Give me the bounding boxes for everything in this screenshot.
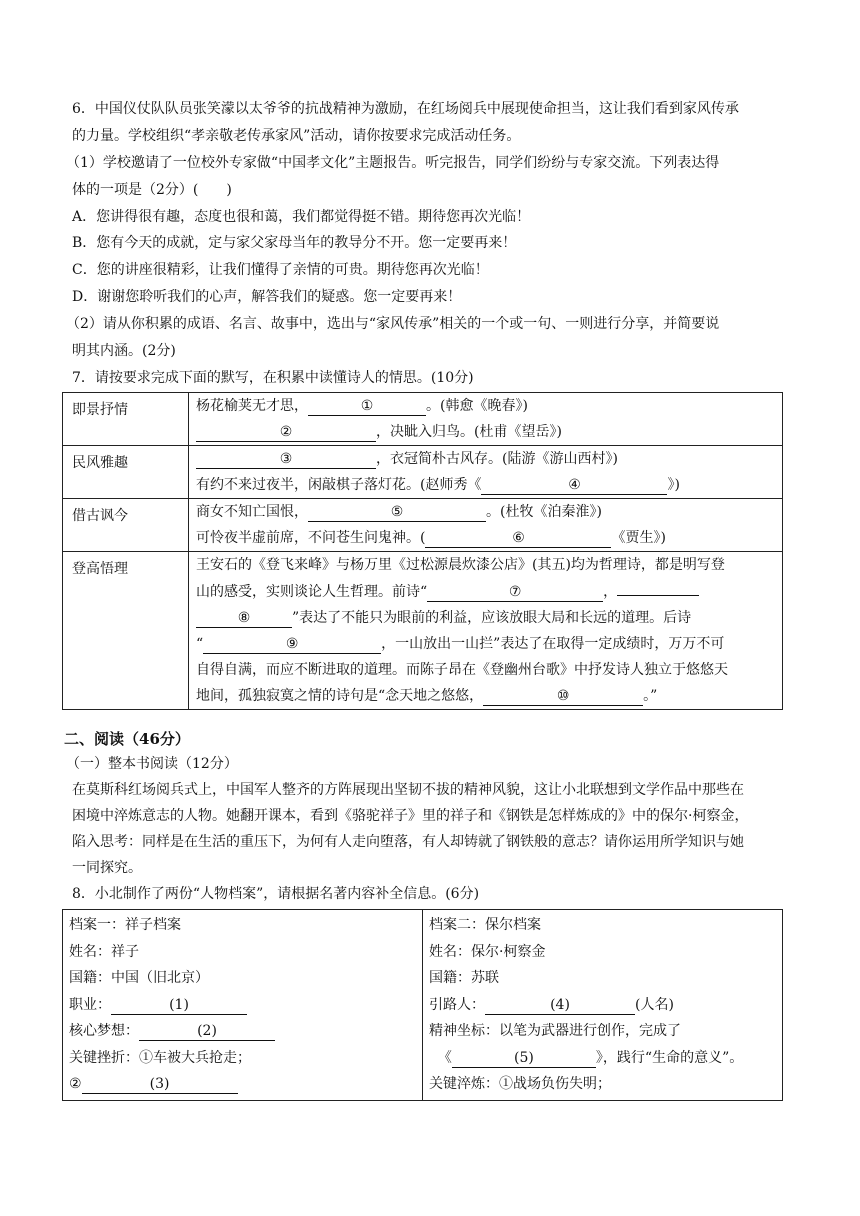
verse-text: 可怜夜半虚前席，不问苍生问鬼神。( bbox=[196, 530, 426, 546]
field-label: 核心梦想： bbox=[69, 1023, 139, 1039]
content-cell bbox=[189, 446, 783, 499]
field-suffix: (人名) bbox=[635, 996, 674, 1013]
q6-option-c: C．您的讲座很精彩，让我们懂得了亲情的可贵。期待您再次光临！ bbox=[72, 262, 489, 278]
category-cell: 民风雅趣 bbox=[63, 446, 189, 499]
paragraph-line: 自得自满，而应不断进取的道理。而陈子昂在《登幽州台歌》中抒发诗人独立于悠悠天 bbox=[196, 662, 728, 678]
section-heading: 二、阅读（46分） bbox=[64, 730, 190, 748]
blank-5[interactable]: ⑤ bbox=[308, 504, 486, 522]
verse-text: “ bbox=[196, 636, 204, 652]
profile-paul bbox=[423, 910, 783, 1101]
category-cell: 登高悟理 bbox=[63, 552, 189, 710]
q6-sub1-line2: 体的一项是（2分）( ) bbox=[72, 182, 232, 198]
profile-field: 关键淬炼：①战场负伤失明； bbox=[429, 1076, 611, 1092]
verse-text: 。(韩愈《晚春》) bbox=[426, 398, 528, 414]
field-label: 职业： bbox=[69, 996, 111, 1013]
table-row bbox=[63, 499, 783, 552]
reading-paragraph-line: 陷入思考：同样是在生活的重压下，为何有人走向堕落，有人却铸就了钢铁般的意志？请你运用所学知识与她 bbox=[72, 834, 744, 850]
q6-sub2-line1: （2）请从你积累的成语、名言、故事中，选出与“家风传承”相关的一个或一句、一则进行分享，并简要说 bbox=[66, 316, 720, 332]
q7-intro: 7．请按要求完成下面的默写，在积累中读懂诗人的情思。(10分) bbox=[72, 370, 474, 386]
profile-field: 姓名：祥子 bbox=[69, 943, 139, 960]
blank-10[interactable]: ⑩ bbox=[483, 688, 643, 706]
verse-text: 地间，孤独寂寞之情的诗句是“念天地之悠悠， bbox=[196, 688, 484, 704]
category-cell: 即景抒情 bbox=[63, 393, 189, 446]
verse-text: ，衣冠简朴古风存。(陆游《游山西村》) bbox=[376, 451, 618, 467]
blank-7-cont[interactable] bbox=[617, 578, 699, 596]
blank-1[interactable]: ① bbox=[308, 398, 426, 416]
verse-text: 。” bbox=[643, 688, 658, 704]
profile-field: 姓名：保尔·柯察金 bbox=[429, 943, 546, 960]
blank-q8-5[interactable]: (5) bbox=[452, 1050, 596, 1068]
blank-9[interactable]: ⑨ bbox=[203, 636, 381, 654]
q7-dictation-table bbox=[62, 392, 783, 710]
verse-text: ”表达了不能只为眼前的利益，应该放眼大局和长远的道理。后诗 bbox=[292, 610, 692, 626]
q6-intro-line2: 的力量。学校组织“孝亲敬老传承家风”活动，请你按要求完成活动任务。 bbox=[72, 128, 521, 144]
subsection-heading: （一）整本书阅读（12分） bbox=[66, 756, 238, 772]
reading-paragraph-line: 困境中淬炼意志的人物。她翻开课本，看到《骆驼祥子》里的祥子和《钢铁是怎样炼成的》中的保尔·柯察金， bbox=[72, 808, 749, 824]
blank-6[interactable]: ⑥ bbox=[425, 530, 611, 548]
blank-7[interactable]: ⑦ bbox=[427, 584, 603, 602]
profile-field: 精神坐标：以笔为武器进行创作，完成了 bbox=[429, 1023, 681, 1039]
blank-q8-3[interactable]: (3) bbox=[82, 1076, 238, 1094]
verse-text: 。(杜牧《泊秦淮》) bbox=[486, 504, 602, 520]
profile-title: 档案一：祥子档案 bbox=[69, 917, 181, 933]
q6-option-d: D．谢谢您聆听我们的心声，解答我们的疑惑。您一定要再来！ bbox=[72, 289, 462, 305]
verse-text: ，一山放出一山拦”表达了在取得一定成绩时，万万不可 bbox=[381, 636, 725, 652]
reading-paragraph-line: 一同探究。 bbox=[72, 860, 142, 876]
q8-profile-table bbox=[62, 909, 783, 1101]
profile-field: 关键挫折：①车被大兵抢走； bbox=[69, 1049, 251, 1066]
field-label: 《 bbox=[437, 1049, 452, 1066]
verse-text: 山的感受，实则谈论人生哲理。前诗“ bbox=[196, 584, 428, 600]
profile-field: 国籍：中国（旧北京） bbox=[69, 970, 209, 986]
field-label: 引路人： bbox=[429, 996, 485, 1013]
profile-title: 档案二：保尔档案 bbox=[429, 917, 541, 933]
blank-q8-4[interactable]: (4) bbox=[485, 997, 635, 1015]
table-row bbox=[63, 552, 783, 710]
blank-q8-2[interactable]: (2) bbox=[139, 1023, 275, 1041]
verse-text: 《贾生》) bbox=[611, 530, 666, 546]
blank-3[interactable]: ③ bbox=[196, 451, 376, 469]
blank-8[interactable]: ⑧ bbox=[196, 610, 292, 628]
paragraph-line: 王安石的《登飞来峰》与杨万里《过松源晨炊漆公店》(其五)均为哲理诗，都是明写登 bbox=[196, 557, 725, 573]
verse-text: 有约不来过夜半，闲敲棋子落灯花。(赵师秀《 bbox=[196, 477, 482, 493]
table-row bbox=[63, 446, 783, 499]
q6-sub1-line1: （1）学校邀请了一位校外专家做“中国孝文化”主题报告。听完报告，同学们纷纷与专家交流。下列表达得 bbox=[66, 155, 720, 171]
field-label: ② bbox=[69, 1076, 82, 1092]
reading-paragraph-line: 在莫斯科红场阅兵式上，中国军人整齐的方阵展现出坚韧不拔的精神风貌，这让小北联想到文学作品中那些在 bbox=[72, 782, 744, 798]
q6-option-a: A．您讲得很有趣，态度也很和蔼，我们都觉得挺不错。期待您再次光临！ bbox=[72, 209, 531, 225]
table-row bbox=[63, 910, 783, 1101]
q8-intro: 8．小北制作了两份“人物档案”，请根据名著内容补全信息。(6分) bbox=[72, 886, 480, 902]
category-cell: 借古讽今 bbox=[63, 499, 189, 552]
blank-2[interactable]: ② bbox=[196, 424, 376, 442]
verse-text: 》) bbox=[667, 477, 680, 493]
verse-text: ，决眦入归鸟。(杜甫《望岳》) bbox=[376, 424, 562, 440]
q6-option-b: B．您有今天的成就，定与家父家母当年的教导分不开。您一定要再来！ bbox=[72, 235, 517, 251]
verse-text: 杨花榆荚无才思， bbox=[196, 398, 308, 414]
blank-q8-1[interactable]: (1) bbox=[111, 997, 247, 1015]
blank-4[interactable]: ④ bbox=[481, 477, 667, 495]
q6-sub2-line2: 明其内涵。(2分) bbox=[72, 343, 176, 359]
verse-text: ， bbox=[603, 584, 618, 600]
q6-intro-line1: 6．中国仪仗队队员张笑濛以太爷爷的抗战精神为激励，在红场阅兵中展现使命担当，这让我们看到家风传承 bbox=[72, 101, 739, 117]
profile-field: 国籍：苏联 bbox=[429, 970, 499, 986]
content-cell bbox=[189, 552, 783, 710]
profile-xiangzi bbox=[63, 910, 423, 1101]
content-cell bbox=[189, 393, 783, 446]
verse-text: 商女不知亡国恨， bbox=[196, 504, 308, 520]
table-row bbox=[63, 393, 783, 446]
field-suffix: 》，践行“生命的意义”。 bbox=[595, 1049, 744, 1066]
content-cell bbox=[189, 499, 783, 552]
